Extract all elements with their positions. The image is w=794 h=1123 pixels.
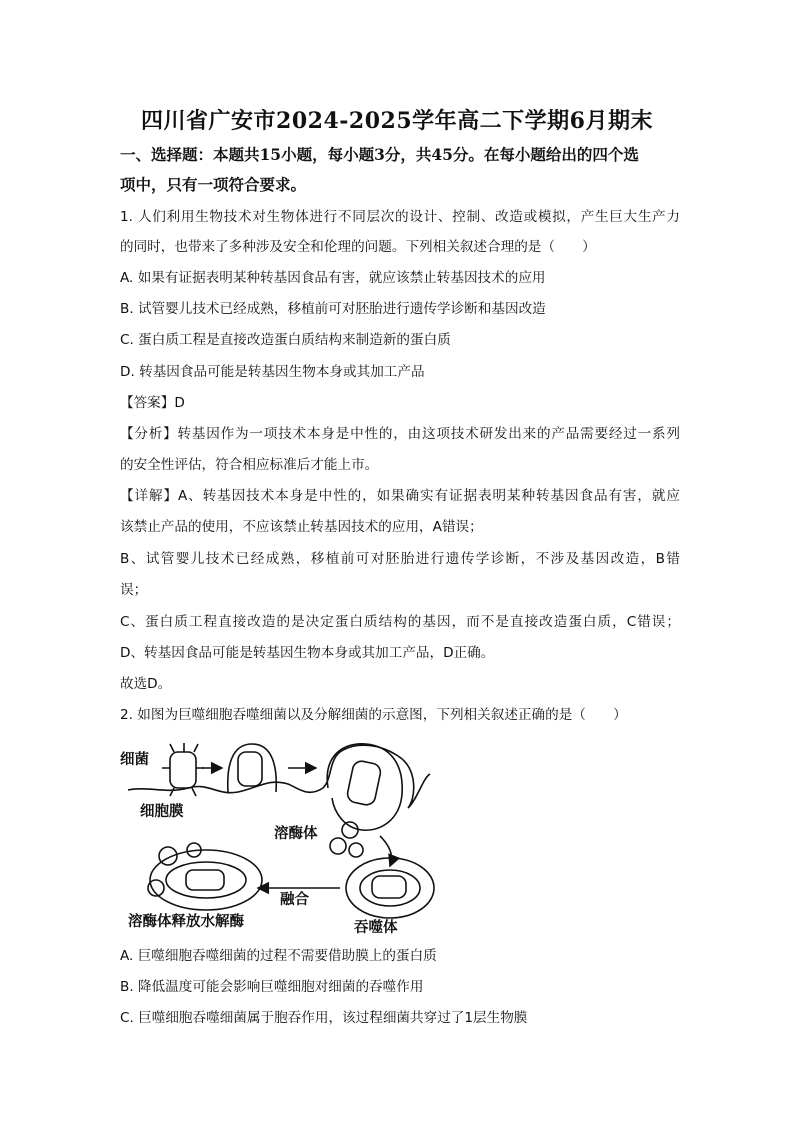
cell-membrane-line bbox=[128, 745, 430, 808]
label-enzyme-release: 溶酶体释放水解酶 bbox=[128, 913, 244, 930]
label-fusion: 融合 bbox=[280, 891, 309, 908]
label-cell-membrane: 细胞膜 bbox=[140, 803, 184, 820]
q1-option-a: A. 如果有证据表明某种转基因食品有害，就应该禁止转基因技术的应用 bbox=[120, 270, 546, 286]
page-title: 四川省广安市2024-2025学年高二下学期6月期末 bbox=[141, 108, 653, 134]
q1-detail-line-3: B、试管婴儿技术已经成熟，移植前可对胚胎进行遗传学诊断，不涉及基因改造，B错 bbox=[120, 551, 680, 567]
bacterium-2 bbox=[238, 752, 262, 786]
phagosome-bacterium bbox=[372, 876, 406, 898]
membrane-pocket-3 bbox=[327, 744, 402, 830]
q1-detail-line-2: 该禁止产品的使用，不应该禁止转基因技术的应用，A错误； bbox=[120, 519, 483, 535]
lysosome-1 bbox=[342, 822, 358, 838]
section-heading-line-2: 项中，只有一项符合要求。 bbox=[120, 175, 307, 194]
q1-option-c: C. 蛋白质工程是直接改造蛋白质结构来制造新的蛋白质 bbox=[120, 332, 451, 348]
phagocytosis-diagram bbox=[118, 738, 448, 938]
q1-detail-line-1: 【详解】A、转基因技术本身是中性的，如果确实有证据表明某种转基因食品有害，就应 bbox=[120, 488, 680, 504]
diagram-svg bbox=[118, 738, 448, 938]
q1-detail-line-6: D、转基因食品可能是转基因生物本身或其加工产品，D正确。 bbox=[120, 645, 495, 661]
q2-option-c: C. 巨噬细胞吞噬细菌属于胞吞作用，该过程细菌共穿过了1层生物膜 bbox=[120, 1010, 528, 1026]
lysosome-3 bbox=[349, 843, 363, 857]
q1-analysis-line-1: 【分析】转基因作为一项技术本身是中性的，由这项技术研发出来的产品需要经过一系列 bbox=[120, 426, 680, 442]
q2-option-a: A. 巨噬细胞吞噬细菌的过程不需要借助膜上的蛋白质 bbox=[120, 948, 437, 964]
bacterium-1 bbox=[170, 752, 196, 788]
digested-bacterium bbox=[186, 870, 224, 890]
q1-detail-line-5: C、蛋白质工程直接改造的是决定蛋白质结构的基因，而不是直接改造蛋白质，C错误； bbox=[120, 614, 680, 630]
q1-answer: 【答案】D bbox=[120, 395, 185, 411]
label-bacteria: 细菌 bbox=[120, 751, 149, 768]
label-phagosome: 吞噬体 bbox=[354, 919, 398, 936]
q1-stem-line-1: 1. 人们利用生物技术对生物体进行不同层次的设计、控制、改造或模拟，产生巨大生产力 bbox=[120, 209, 680, 225]
lysosome-2 bbox=[330, 838, 346, 854]
label-lysosome: 溶酶体 bbox=[274, 825, 318, 842]
q1-detail-line-4: 误； bbox=[120, 582, 148, 598]
q1-stem-line-2: 的同时，也带来了多种涉及安全和伦理的问题。下列相关叙述合理的是（ ） bbox=[120, 239, 596, 255]
arrow-down bbox=[380, 836, 392, 866]
digestion-vesicle-inner bbox=[166, 862, 246, 898]
q1-option-b: B. 试管婴儿技术已经成熟，移植前可对胚胎进行遗传学诊断和基因改造 bbox=[120, 301, 546, 317]
q1-analysis-line-2: 的安全性评估，符合相应标准后才能上市。 bbox=[120, 457, 379, 473]
section-heading-line-1: 一、选择题：本题共15小题，每小题3分，共45分。在每小题给出的四个选 bbox=[120, 145, 639, 164]
q2-stem: 2. 如图为巨噬细胞吞噬细菌以及分解细菌的示意图，下列相关叙述正确的是（ ） bbox=[120, 707, 627, 723]
bacterium-3 bbox=[346, 760, 382, 807]
q2-option-b: B. 降低温度可能会影响巨噬细胞对细菌的吞噬作用 bbox=[120, 979, 424, 995]
q1-option-d: D. 转基因食品可能是转基因生物本身或其加工产品 bbox=[120, 364, 425, 380]
q1-conclusion: 故选D。 bbox=[120, 676, 172, 692]
